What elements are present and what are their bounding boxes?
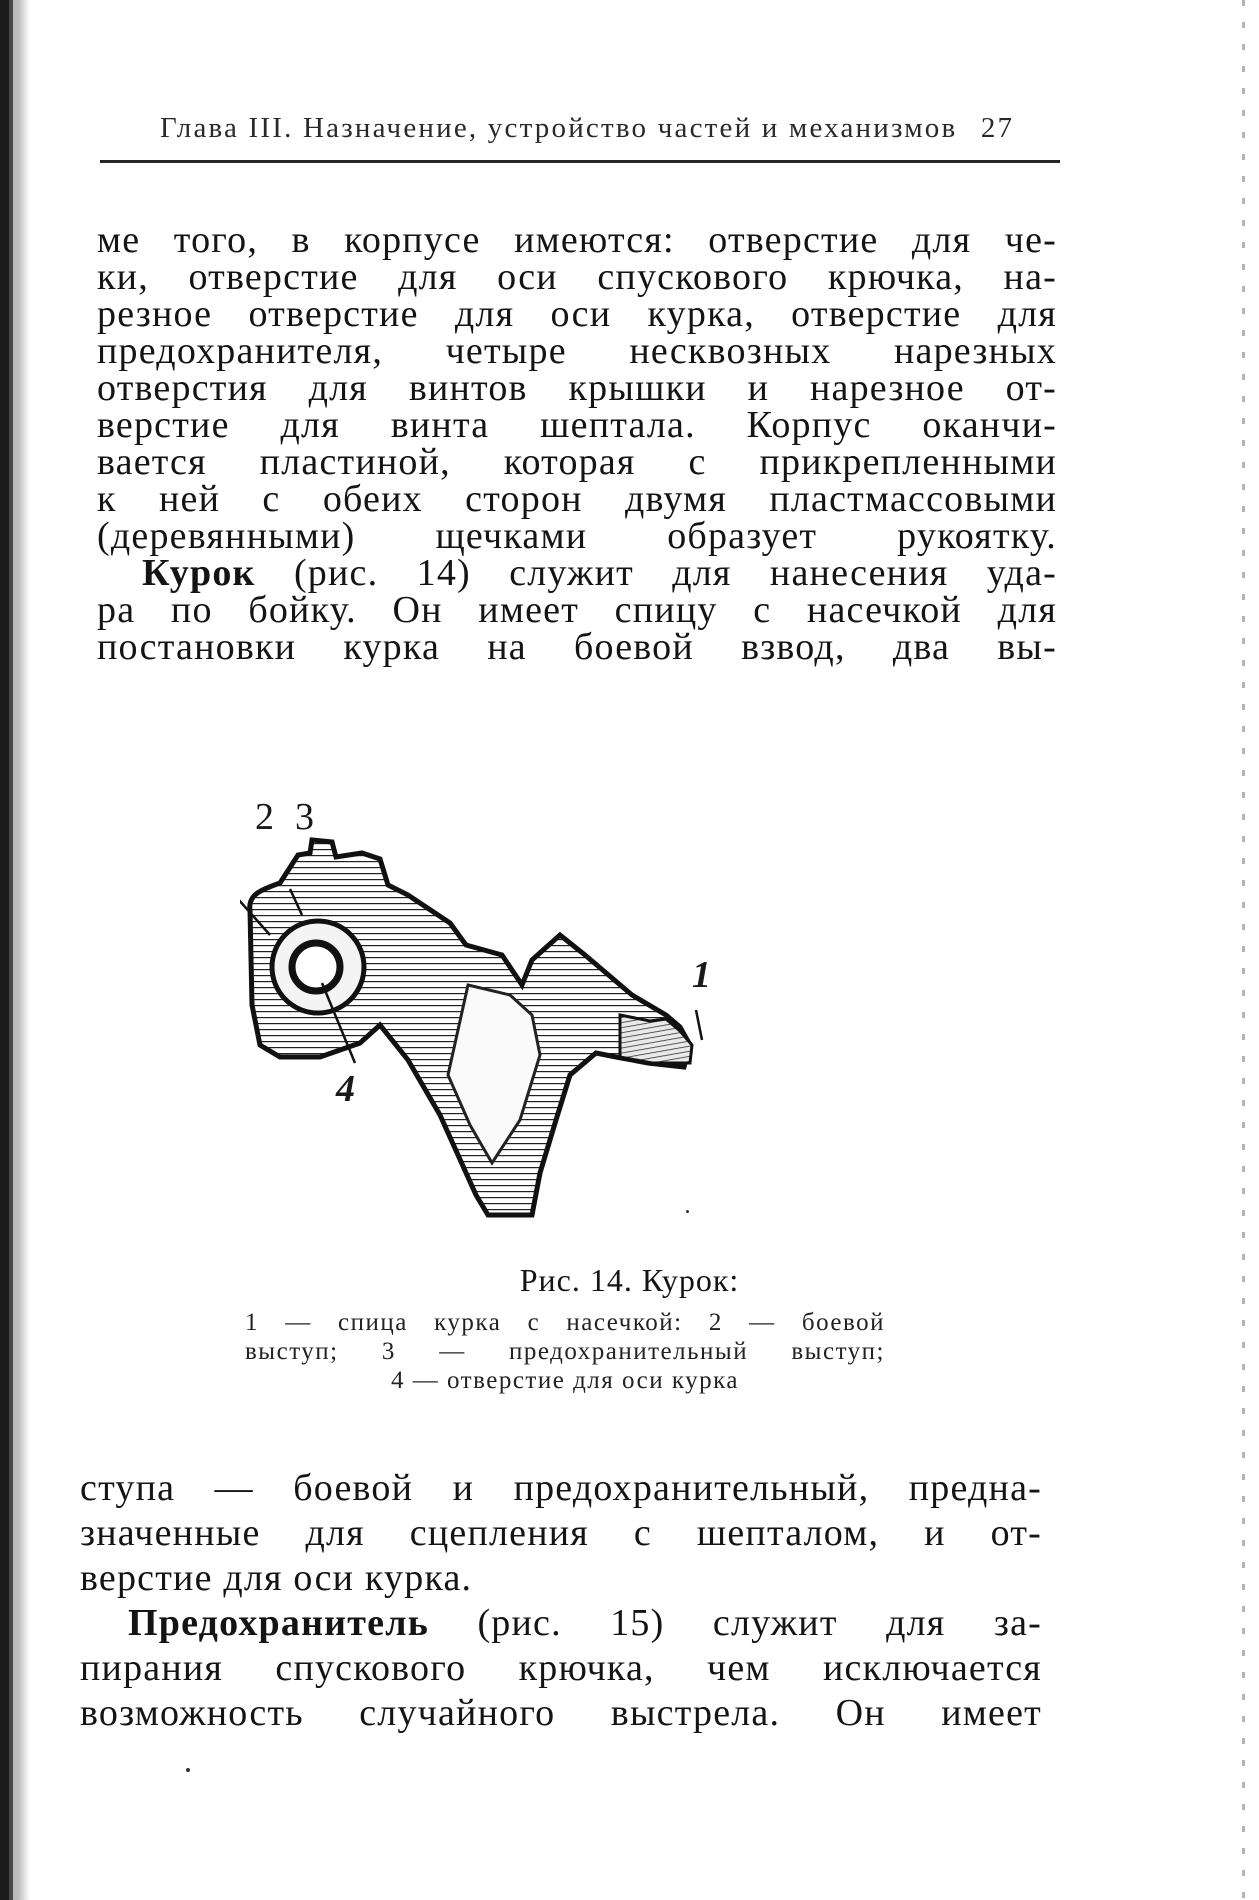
paragraph-safety-first-line [128,1601,1042,1645]
text-span: (рис. 15) служит для за- [429,1602,1042,1644]
print-speck [186,1768,190,1772]
caption-line: 4 — отверстие для оси курка [390,1367,740,1394]
leader-line-1 [696,1010,702,1040]
hammer-axis-hole [292,943,340,991]
text-line: постановки курка на боевой взвод, два вы- [97,626,1057,668]
term-safety: Предохранитель [128,1602,430,1644]
figure-label-3: 3 [295,796,314,838]
text-line: резное отверстие для оси курка, отверстие для [97,293,1057,335]
text-line: ме того, в корпусе имеются: отверстие для че- [97,219,1057,261]
running-header [160,112,1060,145]
text-line: пирания спускового крючка, чем исключается [80,1647,1042,1689]
text-line: отверстия для винтов крышки и нарезное от- [97,367,1057,409]
caption-title-text: Рис. 14. Курок: [519,1262,740,1298]
page-number: 27 [980,112,1015,144]
text-line: вается пластиной, которая с прикрепленными [97,441,1057,483]
running-head-text: Глава III. Назначение, устройство частей и механизмов [160,112,958,144]
text-line: к ней с обеих сторон двумя пластмассовыми [97,478,1057,520]
text-line: верстие для винта шептала. Корпус оканчи- [97,404,1057,446]
text-line: верстие для оси курка. [80,1557,473,1599]
print-speck [686,1210,689,1213]
caption-line: 1 — спица курка с насечкой: 2 — боевой [245,1309,885,1336]
figure-caption-title [0,1262,1259,1299]
text-line: ки, отверстие для оси спускового крючка, на- [97,256,1057,298]
figure-label-2: 2 [255,796,274,838]
figure-hammer [240,795,880,1245]
caption-line: выступ; 3 — предохранительный выступ; [245,1338,885,1365]
text-line: предохранителя, четыре несквозных нарезных [97,330,1057,372]
term-kurok: Курок [142,552,256,594]
text-line: (деревянными) щечками образует рукоятку. [97,515,1057,557]
hammer-illustration [240,795,880,1245]
book-spine-shadow [0,0,30,1900]
text-line: значенные для сцепления с шепталом, и от- [80,1512,1042,1554]
figure-label-4: 4 [336,1068,355,1110]
text-span: (рис. 14) служит для нанесения уда- [255,552,1057,594]
text-line: ра по бойку. Он имеет спицу с насечкой для [97,589,1057,631]
hammer-spur [620,1015,692,1063]
figure-label-1: 1 [692,954,711,996]
page-edge-marks [1242,0,1245,1900]
figure-caption-legend [245,1308,885,1395]
header-rule [100,160,1060,163]
text-line: возможность случайного выстрела. Он имеет [80,1692,1042,1734]
text-line: ступа — боевой и предохранительный, предна- [80,1467,1042,1509]
